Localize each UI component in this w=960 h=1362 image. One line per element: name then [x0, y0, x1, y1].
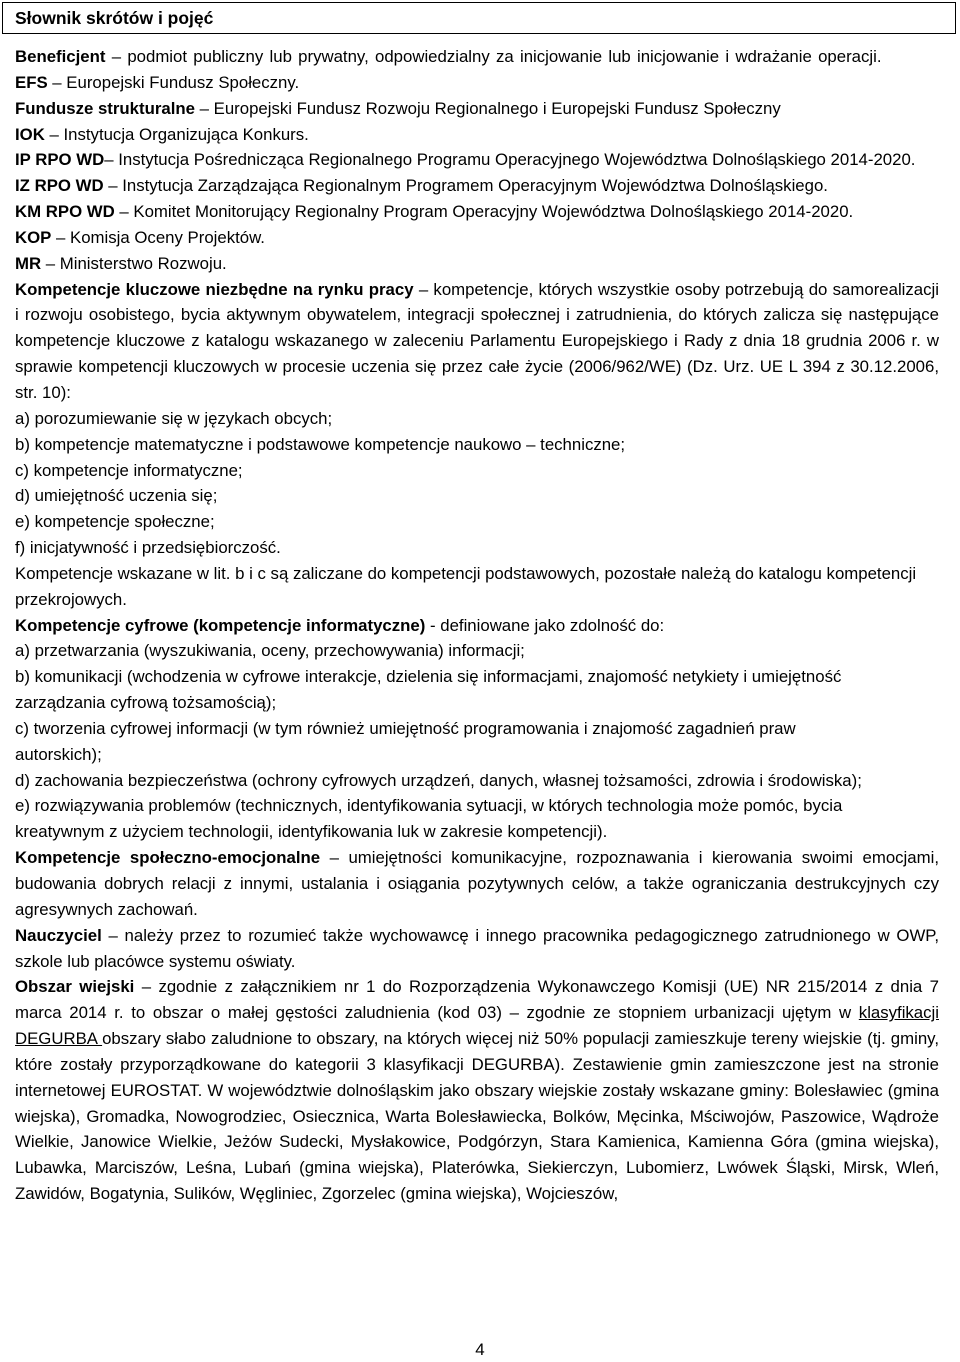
entry-km-rpo-wd [15, 199, 939, 225]
entry-term: IP RPO WD [15, 150, 105, 170]
list-item: c) kompetencje informatyczne; [15, 460, 243, 480]
entry-term: Nauczyciel [15, 925, 102, 945]
list-item: a) porozumiewanie się w językach obcych; [15, 408, 333, 428]
list-item: e) kompetencje społeczne; [15, 512, 215, 532]
list-item: a) przetwarzania (wyszukiwania, oceny, przechowywania) informacji; [15, 641, 525, 661]
entry-term: Beneficjent [15, 47, 106, 66]
list-item: d) zachowania bezpieczeństwa (ochrony cyfrowych urządzeń, danych, własnej tożsamości, zdrowia i środowiska); [15, 770, 862, 790]
list-item: b) komunikacji (wchodzenia w cyfrowe interakcje, dzielenia się informacjami, znajomość netykiety i umiejętność zarządzania cyfrową tożsamością); [15, 667, 842, 713]
entry-term: Kompetencje społeczno-emocjonalne [15, 848, 321, 868]
entry-iz-rpo-wd [15, 173, 939, 199]
entry-term: IOK [15, 124, 45, 144]
entry-term: IZ RPO WD [15, 176, 104, 196]
entry-term: Obszar wiejski [15, 977, 135, 997]
entry-definition: – zgodnie z załącznikiem nr 1 do Rozporządzenia Wykonawczego Komisji (UE) NR 215/2014 z dnia 7 marca 2014 r. to obszar o małej gęstości zaludnienia (kod 03) – zgodnie ze stopniem urbanizacji ujętym w [15, 977, 939, 1023]
page-number: 4 [475, 1340, 485, 1359]
entry-term: EFS [15, 72, 48, 92]
list-item: e) rozwiązywania problemów (technicznych, identyfikowania sytuacji, w których technologia może pomóc, bycia kreatywnym z użyciem technologii, identyfikowania luk w zakresie kompetencji). [15, 796, 843, 842]
entry-mr [15, 251, 939, 277]
glossary-content [15, 44, 939, 1207]
entry-term: Kompetencje kluczowe niezbędne na rynku pracy [15, 279, 414, 299]
entry-definition: – Komitet Monitorujący Regionalny Program Operacyjny Województwa Dolnośląskiego 2014-2020. [114, 202, 854, 222]
entry-term: MR [15, 253, 42, 273]
entry-iok [15, 122, 939, 148]
list-item: d) umiejętność uczenia się; [15, 486, 218, 506]
entry-definition: – Europejski Fundusz Rozwoju Regionalnego i Europejski Fundusz Społeczny [194, 98, 781, 118]
entry-kompetencje-cyfrowe [15, 613, 939, 639]
entry-definition: – umiejętności komunikacyjne, rozpoznawania i kierowania swoimi emocjami, budowania dobrych relacji z innymi, ustalania i osiągania pozytywnych celów, a także ograniczania destrukcyjnych czy agresywnych zachowań. [15, 848, 939, 919]
section-header-box [2, 2, 956, 34]
entry-note: Kompetencje wskazane w lit. b i c są zaliczane do kompetencji podstawowych, pozostałe należą do katalogu kompetencji przekrojowych. [15, 563, 917, 609]
entry-definition-continued: obszary słabo zaludnione to obszary, na których więcej niż 50% populacji zamieszkuje tereny wiejskie (tj. gminy, które zostały przyporządkowane do kategorii 3 klasyfikacji DEGURBA). Zestawienie gmin zamieszczone jest na stronie internetowej EUROSTAT. W województwie dolnośląskim jako obszary wiejskie zostały wskazane gminy: Bolesławiec (gmina wiejska), Gromadka, Nowogrodziec, Osiecznica, Warta Bolesławiecka, Bolków, Męcinka, Mściwojów, Paszowice, Wądroże Wielkie, Janowice Wielkie, Jeżów Sudecki, Mysłakowice, Podgórzyn, Stara Kamienica, Kamienna Góra (gmina wiejska), Lubawka, Marciszów, Leśna, Lubań (gmina wiejska), Platerówka, Siekierczyn, Lubomierz, Lwówek Śląski, Mirsk, Wleń, Zawidów, Bogatynia, Sulików, Węgliniec, Zgorzelec (gmina wiejska), Wojcieszów, [15, 1029, 939, 1204]
list-item: c) tworzenia cyfrowej informacji (w tym również umiejętność programowania i znajomość zagadnień praw autorskich); [15, 718, 796, 764]
entry-term: Fundusze strukturalne [15, 98, 195, 118]
entry-kompetencje-spoleczno-emocjonalne [15, 845, 939, 923]
entry-obszar-wiejski [15, 974, 939, 1207]
entry-ip-rpo-wd [15, 147, 939, 173]
entry-definition: - definiowane jako zdolność do: [425, 615, 665, 635]
entry-nauczyciel [15, 923, 939, 975]
list-item: f) inicjatywność i przedsiębiorczość. [15, 538, 281, 558]
entry-definition: – podmiot publiczny lub prywatny, odpowiedzialny za inicjowanie lub inicjowanie i wdrażanie operacji. [105, 47, 882, 66]
entry-definition: – Instytucja Zarządzająca Regionalnym Programem Operacyjnym Województwa Dolnośląskiego. [103, 176, 828, 196]
degurba-link[interactable]: klasyfikacji DEGURBA [15, 1003, 939, 1049]
entry-kompetencje-kluczowe [15, 277, 939, 406]
entry-term: Kompetencje cyfrowe (kompetencje informatyczne) [15, 615, 426, 635]
entry-beneficjent [15, 44, 939, 70]
section-title: Słownik skrótów i pojęć [15, 8, 214, 28]
entry-kop [15, 225, 939, 251]
entry-definition: – Komisja Oceny Projektów. [51, 227, 265, 247]
entry-term: KM RPO WD [15, 202, 115, 222]
list-item: b) kompetencje matematyczne i podstawowe kompetencje naukowo – techniczne; [15, 434, 626, 454]
entry-definition: – Ministerstwo Rozwoju. [41, 253, 227, 273]
entry-definition: – Instytucja Organizująca Konkurs. [44, 124, 309, 144]
entry-efs [15, 70, 939, 96]
entry-fundusze [15, 96, 939, 122]
entry-definition: – Europejski Fundusz Społeczny. [47, 72, 300, 92]
entry-definition: – należy przez to rozumieć także wychowawcę i innego pracownika pedagogicznego zatrudnionego w OWP, szkole lub placówce systemu oświaty. [15, 925, 939, 971]
entry-definition: – Instytucja Pośrednicząca Regionalnego Programu Operacyjnego Województwa Dolnośląskiego 2014-2020. [104, 150, 916, 170]
entry-definition: – kompetencje, których wszystkie osoby potrzebują do samorealizacji i rozwoju osobistego, bycia aktywnym obywatelem, integracji społecznej i zatrudnienia, do których zalicza się następujące kompetencje kluczowe z katalogu wskazanego w zaleceniu Parlamentu Europejskiego i Rady z dnia 18 grudnia 2006 r. w sprawie kompetencji kluczowych w procesie uczenia się przez całe życie (2006/962/WE) (Dz. Urz. UE L 394 z 30.12.2006, str. 10): [15, 279, 939, 402]
entry-term: KOP [15, 227, 52, 247]
